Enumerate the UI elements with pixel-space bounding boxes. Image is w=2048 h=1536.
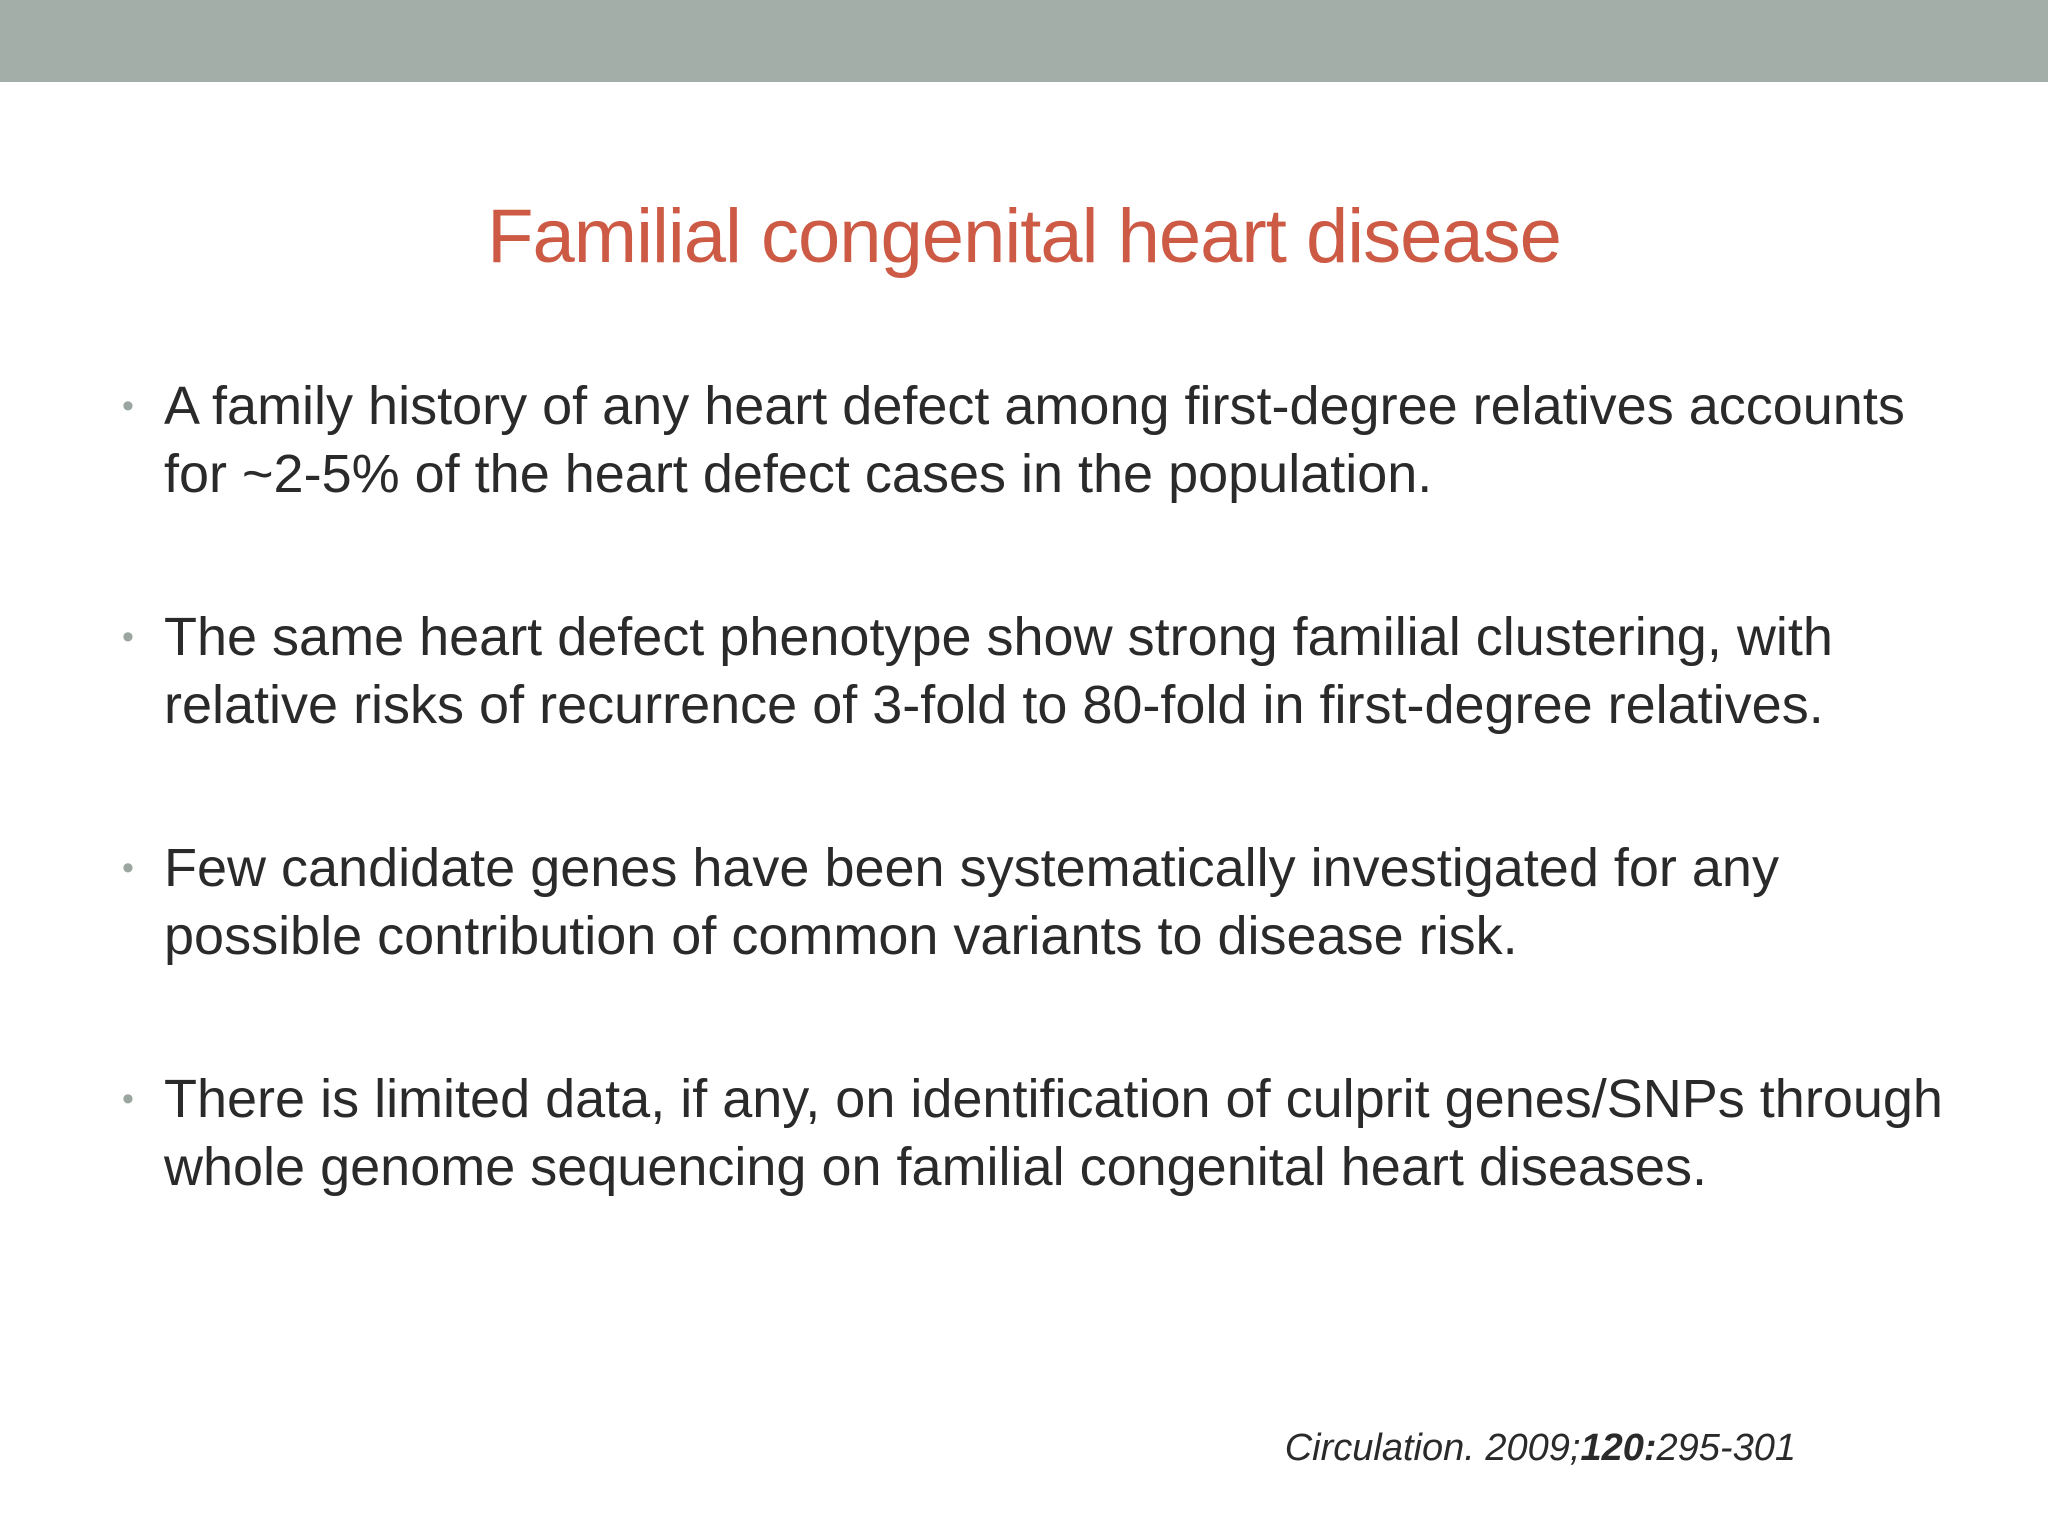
top-banner (0, 0, 2048, 82)
bullet-item (120, 1065, 1980, 1201)
citation-journal: Circulation. 2009; (1284, 1427, 1581, 1469)
bullet-marker: • (122, 618, 134, 656)
citation (1285, 1424, 1796, 1472)
bullet-item (120, 372, 1980, 508)
bullet-marker: • (122, 849, 134, 887)
bullet-list (120, 372, 1980, 1296)
bullet-item (120, 834, 1980, 970)
bullet-text: Few candidate genes have been systematically investigated for any possible contribution of common variants to disease risk. (164, 838, 1779, 966)
bullet-text: A family history of any heart defect among first-degree relatives accounts for ~2-5% of the heart defect cases in the population. (164, 376, 1905, 504)
bullet-text: There is limited data, if any, on identification of culprit genes/SNPs through whole genome sequencing on familial congenital heart diseases. (164, 1069, 1943, 1197)
bullet-item (120, 603, 1980, 739)
citation-volume: 120: (1580, 1427, 1657, 1469)
bullet-text: The same heart defect phenotype show strong familial clustering, with relative risks of recurrence of 3-fold to 80-fold in first-degree relatives. (164, 607, 1833, 735)
bullet-marker: • (122, 1080, 134, 1118)
bullet-marker: • (122, 387, 134, 425)
citation-pages: 295-301 (1656, 1427, 1796, 1469)
slide-title: Familial congenital heart disease (487, 194, 1561, 279)
